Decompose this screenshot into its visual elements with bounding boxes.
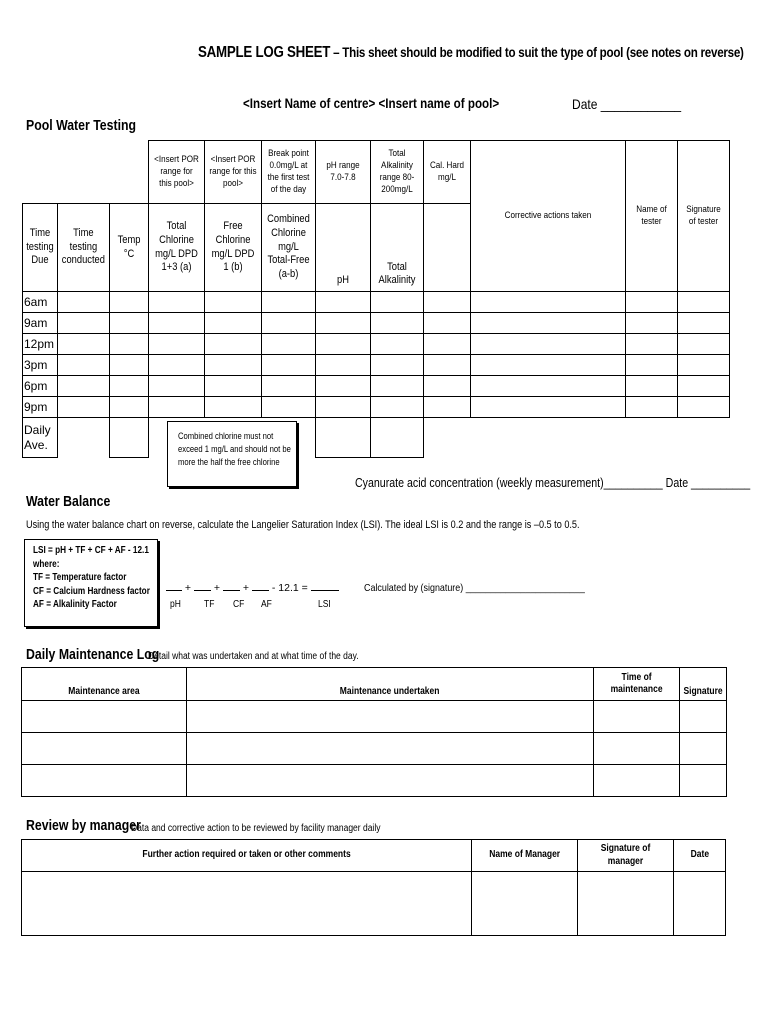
corrective-actions-header: Corrective actions taken <box>470 141 625 292</box>
maintenance-heading: Daily Maintenance Log <box>26 646 160 663</box>
cf-blank[interactable] <box>223 590 240 591</box>
cell[interactable] <box>109 313 148 334</box>
water-balance-instruction: Using the water balance chart on reverse, calculate the Langelier Saturation Index (LSI). The ideal LSI is 0.2 and the range is –0.5 to 0.5. <box>26 519 580 531</box>
cell[interactable] <box>22 765 187 797</box>
daily-average-label: Daily Ave. <box>23 418 58 458</box>
fc-range-header: <Insert POR range for this pool> <box>204 141 261 204</box>
cell[interactable] <box>370 313 423 334</box>
table-row <box>22 733 727 765</box>
col-maintenance-area: Maintenance area <box>22 668 187 701</box>
cell[interactable] <box>148 397 204 418</box>
total-alkalinity-header: Total Alkalinity <box>370 204 423 292</box>
cell[interactable] <box>261 376 315 397</box>
cell[interactable] <box>594 701 680 733</box>
cell[interactable] <box>58 313 110 334</box>
tester-signature-header: Signature of tester <box>677 141 729 292</box>
centre-pool-name: <Insert Name of centre> <Insert name of pool> <box>243 96 500 111</box>
cell[interactable] <box>680 765 727 797</box>
cell[interactable] <box>677 355 729 376</box>
cell[interactable] <box>261 397 315 418</box>
af-label: AF <box>261 599 272 610</box>
cell[interactable] <box>625 313 677 334</box>
cell[interactable] <box>148 376 204 397</box>
cell[interactable] <box>470 334 625 355</box>
cell[interactable] <box>594 765 680 797</box>
cell[interactable] <box>315 334 370 355</box>
cell[interactable] <box>109 376 148 397</box>
cell[interactable] <box>261 313 315 334</box>
cell[interactable] <box>470 292 625 313</box>
cell[interactable] <box>470 313 625 334</box>
cell[interactable] <box>148 313 204 334</box>
tf-blank[interactable] <box>194 590 211 591</box>
alk-range-header: Total Alkalinity range 80-200mg/L <box>370 141 423 204</box>
cell[interactable] <box>58 397 110 418</box>
table-row <box>23 376 730 397</box>
cell[interactable] <box>204 292 261 313</box>
cell[interactable] <box>22 872 472 936</box>
cell[interactable] <box>470 397 625 418</box>
tf-label: TF <box>204 599 215 610</box>
cell[interactable] <box>625 292 677 313</box>
table-row <box>23 334 730 355</box>
tester-name-header: Name of tester <box>625 141 677 292</box>
cell[interactable] <box>204 334 261 355</box>
review-subheading: Data and corrective action to be reviewed by facility manager daily <box>131 823 381 834</box>
combined-chlorine-note: Combined chlorine must not exceed 1 mg/L and should not be more the half the free chlorine <box>167 421 297 487</box>
total-chlorine-header: Total Chlorine mg/L DPD 1+3 (a) <box>148 204 204 292</box>
cell[interactable] <box>58 292 110 313</box>
row-label: 9pm <box>23 397 58 418</box>
daily-average-row <box>23 418 730 458</box>
cell[interactable] <box>109 355 148 376</box>
cell[interactable] <box>677 376 729 397</box>
cell[interactable] <box>677 334 729 355</box>
cell[interactable] <box>22 733 187 765</box>
header-date: Date ____________ <box>572 96 682 112</box>
ph-blank[interactable] <box>166 590 182 591</box>
temp-header: Temp °C <box>109 204 148 292</box>
cell[interactable] <box>674 872 726 936</box>
cell[interactable] <box>315 418 370 458</box>
cell[interactable] <box>22 701 187 733</box>
cell[interactable] <box>423 313 470 334</box>
cell[interactable] <box>261 292 315 313</box>
review-heading: Review by manager <box>26 817 141 834</box>
time-due-header: Time testing Due <box>23 204 58 292</box>
cell[interactable] <box>204 355 261 376</box>
cell[interactable] <box>370 334 423 355</box>
cell[interactable] <box>680 701 727 733</box>
cell[interactable] <box>625 397 677 418</box>
cell[interactable] <box>109 334 148 355</box>
breakpoint-header: Break point 0.0mg/L at the first test of the day <box>261 141 315 204</box>
maintenance-subheading: Detail what was undertaken and at what time of the day. <box>148 651 359 662</box>
lsi-label: LSI <box>318 599 331 610</box>
col-further-action: Further action required or taken or other comments <box>22 840 472 872</box>
row-label: 6am <box>23 292 58 313</box>
col-name-of-manager: Name of Manager <box>472 840 578 872</box>
cell[interactable] <box>625 376 677 397</box>
col-signature-of-manager: Signature of manager <box>578 840 674 872</box>
cell[interactable] <box>423 397 470 418</box>
cell[interactable] <box>187 701 594 733</box>
cell[interactable] <box>680 733 727 765</box>
col-date: Date <box>674 840 726 872</box>
cell[interactable] <box>625 355 677 376</box>
cell[interactable] <box>148 355 204 376</box>
cell[interactable] <box>472 872 578 936</box>
cell[interactable] <box>315 292 370 313</box>
cell[interactable] <box>58 334 110 355</box>
af-blank[interactable] <box>252 590 269 591</box>
page-title: SAMPLE LOG SHEET – This sheet should be modified to suit the type of pool (see notes on reverse) <box>198 44 744 61</box>
cell[interactable] <box>423 292 470 313</box>
time-conducted-header: Time testing conducted <box>58 204 110 292</box>
cell[interactable] <box>470 376 625 397</box>
cell[interactable] <box>423 334 470 355</box>
cell[interactable] <box>109 418 148 458</box>
row-label: 6pm <box>23 376 58 397</box>
cell[interactable] <box>315 397 370 418</box>
calculated-by-signature[interactable]: Calculated by (signature) ________________________ <box>364 582 585 594</box>
combined-chlorine-header: Combined Chlorine mg/L Total-Free (a-b) <box>261 204 315 292</box>
table-row <box>23 313 730 334</box>
pool-testing-table <box>22 140 730 458</box>
cell[interactable] <box>187 765 594 797</box>
cf-label: CF <box>233 599 245 610</box>
cell[interactable] <box>204 313 261 334</box>
cell[interactable] <box>578 872 674 936</box>
col-time-of-maintenance: Time of maintenance <box>594 668 680 701</box>
table-row <box>22 765 727 797</box>
cell[interactable] <box>370 397 423 418</box>
cell[interactable] <box>423 355 470 376</box>
cal-hard-header: Cal. Hard mg/L <box>423 141 470 204</box>
cell[interactable] <box>315 313 370 334</box>
table-row <box>22 872 726 936</box>
cell[interactable] <box>677 397 729 418</box>
cell[interactable] <box>370 355 423 376</box>
lsi-calculation: + + + - 12.1 = <box>166 582 339 594</box>
cell[interactable] <box>677 292 729 313</box>
row-label: 12pm <box>23 334 58 355</box>
cell[interactable] <box>423 376 470 397</box>
lsi-formula-box: LSI = pH + TF + CF + AF - 12.1 where: TF = Temperature factor CF = Calcium Hardness factor AF = Alkalinity Factor <box>24 539 158 627</box>
cell[interactable] <box>594 733 680 765</box>
cell[interactable] <box>187 733 594 765</box>
cell[interactable] <box>470 355 625 376</box>
cell[interactable] <box>58 376 110 397</box>
lsi-blank[interactable] <box>311 590 339 591</box>
row-label: 3pm <box>23 355 58 376</box>
cell[interactable] <box>109 292 148 313</box>
ph-range-header: pH range 7.0-7.8 <box>315 141 370 204</box>
cell[interactable] <box>315 355 370 376</box>
col-signature: Signature <box>680 668 727 701</box>
cell[interactable] <box>625 334 677 355</box>
cyanurate-line: Cyanurate acid concentration (weekly measurement)__________ Date __________ <box>355 476 751 490</box>
cell[interactable] <box>261 355 315 376</box>
maintenance-table <box>21 667 727 797</box>
cell[interactable] <box>148 292 204 313</box>
cell[interactable] <box>370 292 423 313</box>
review-table <box>21 839 726 936</box>
table-row <box>23 397 730 418</box>
cell[interactable] <box>148 334 204 355</box>
water-balance-heading: Water Balance <box>26 493 111 510</box>
table-row <box>22 701 727 733</box>
cell[interactable] <box>315 376 370 397</box>
free-chlorine-header: Free Chlorine mg/L DPD 1 (b) <box>204 204 261 292</box>
cell[interactable] <box>204 376 261 397</box>
table-row <box>23 292 730 313</box>
pool-testing-heading: Pool Water Testing <box>26 117 137 134</box>
cell[interactable] <box>261 334 315 355</box>
cell[interactable] <box>370 376 423 397</box>
cell[interactable] <box>109 397 148 418</box>
cell[interactable] <box>204 397 261 418</box>
tc-range-header: <Insert POR range for this pool> <box>148 141 204 204</box>
cell[interactable] <box>370 418 423 458</box>
ph-label: pH <box>170 599 181 610</box>
ph-header: pH <box>315 204 370 292</box>
cell[interactable] <box>677 313 729 334</box>
table-row <box>23 355 730 376</box>
row-label: 9am <box>23 313 58 334</box>
cell[interactable] <box>58 355 110 376</box>
col-maintenance-undertaken: Maintenance undertaken <box>187 668 594 701</box>
